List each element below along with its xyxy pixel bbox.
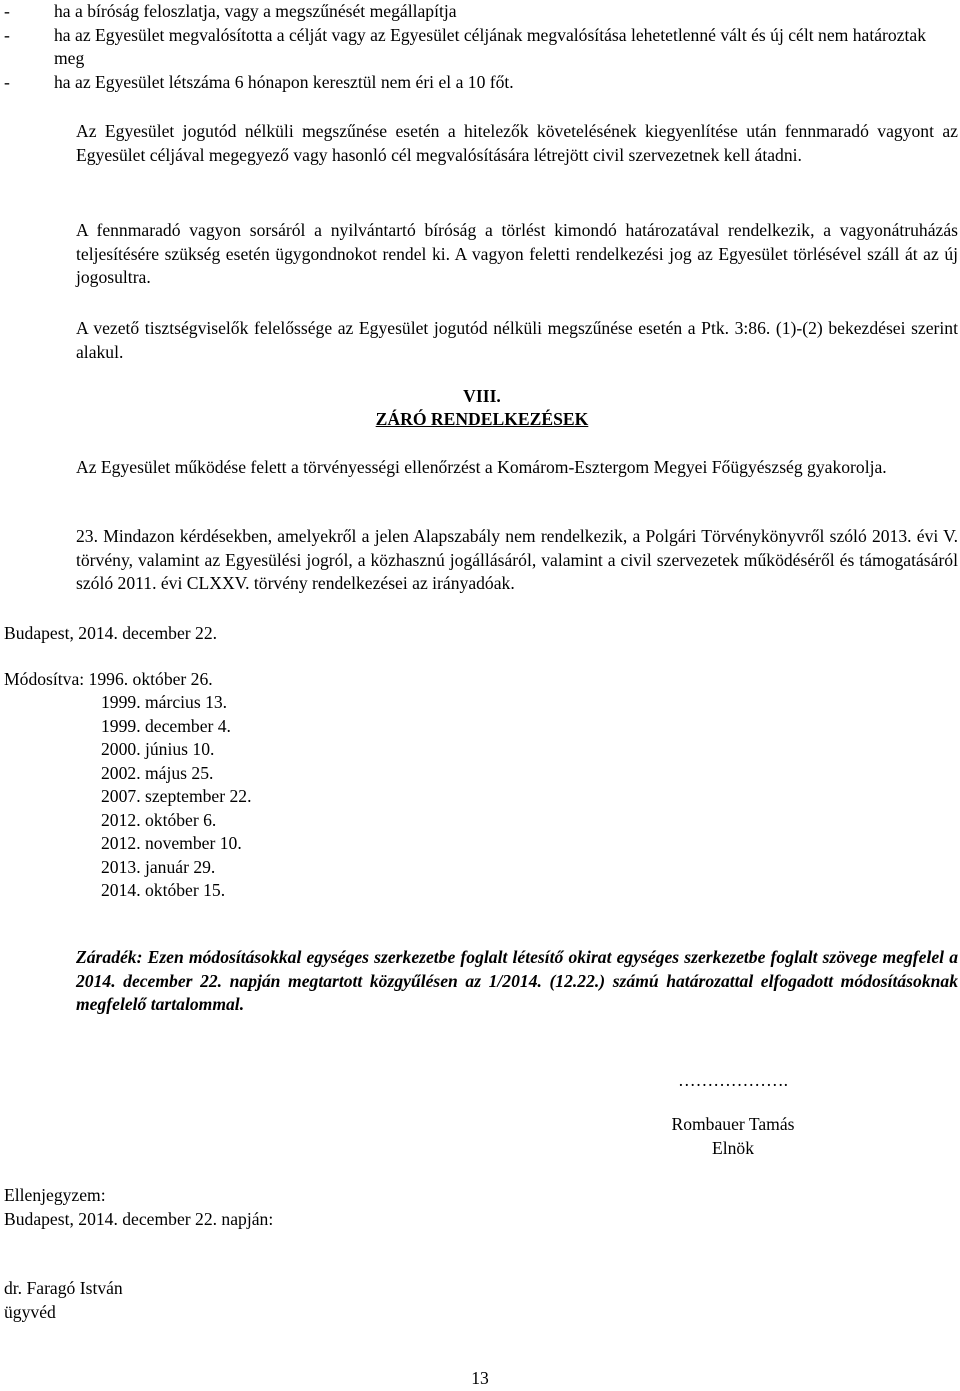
place-date: Budapest, 2014. december 22. [4, 623, 218, 643]
countersign-label: Ellenjegyzem: [4, 1185, 106, 1205]
paragraph-dissolution-assets: Az Egyesület jogutód nélküli megszűnése esetén a hitelezők követelésének kiegyenlítése után fennmaradó vagyont az Egyesület céljával megegyező vagy hasonló cél megvalósítására létrejött civil szervezetnek kell átadni. [76, 121, 958, 165]
bullet-text: ha a bíróság feloszlatja, vagy a megszűnését megállapítja [54, 1, 457, 21]
list-item: 2000. június 10. [101, 739, 215, 759]
list-item: 2007. szeptember 22. [101, 786, 252, 806]
closing-clause: Záradék: Ezen módosításokkal egységes szerkezetbe foglalt létesítő okirat egységes szerkezetbe foglalt szövege megfelel a 2014. december 22. napján megtartott közgyűlésen az 1/2014. (12.22.) számú határozattal elfogadott módosításoknak megfelelő tartalommal. [76, 947, 958, 1014]
section-title [0, 408, 960, 432]
paragraph-asset-fate: A fennmaradó vagyon sorsáról a nyilvántartó bíróság a törlést kimondó határozatával rendelkezik, a vagyonátruházás teljesítésére szükség esetén ügygondnokot rendel ki. A vagyon feletti rendelkezési jog az Egyesület törlésével száll át az új jogosultra. [76, 220, 958, 287]
list-item: - ha az Egyesület megvalósította a célját vagy az Egyesület céljának megvalósítása lehetetlenné vált és új célt nem határoztak meg [0, 24, 960, 71]
bullet-text: ha az Egyesület megvalósította a célját vagy az Egyesület céljának megvalósítása lehetetlenné vált és új célt nem határoztak meg [54, 24, 926, 68]
signature-block [640, 1069, 826, 1093]
list-item: 2012. október 6. [101, 809, 217, 830]
countersign-role: ügyvéd [4, 1302, 56, 1322]
signature-line: ………………. [678, 1070, 788, 1090]
countersign-date: Budapest, 2014. december 22. napján: [4, 1209, 274, 1229]
section-title-text: ZÁRÓ RENDELKEZÉSEK [375, 409, 589, 429]
list-item: 1999. március 13. [101, 692, 228, 712]
modified-label: Módosítva: 1996. október 26. [4, 669, 213, 689]
paragraph-officer-liability: A vezető tisztségviselők felelőssége az Egyesület jogutód nélküli megszűnése esetén a Ptk. 3:86. (1)-(2) bekezdései szerint alakul. [76, 318, 958, 362]
bullet-list [0, 0, 960, 94]
paragraph-supervision: Az Egyesület működése felett a törvényességi ellenőrzést a Komárom-Esztergom Megyei Főügyészség gyakorolja. [76, 457, 887, 477]
paragraph-applicable-law: 23. Mindazon kérdésekben, amelyekről a jelen Alapszabály nem rendelkezik, a Polgári Törvénykönyvről szóló 2013. évi V. törvény, valamint az Egyesülési jogról, a közhasznú jogállásáról, valamint a civil szervezetek működéséről és támogatásáról szóló 2011. évi CLXXV. törvény rendelkezései az irányadóak. [76, 526, 958, 593]
countersign-name: dr. Faragó István [4, 1278, 123, 1298]
page-number: 13 [471, 1368, 489, 1388]
list-item: 2013. január 29. [101, 856, 216, 877]
list-item: 2002. május 25. [101, 762, 214, 783]
signatory-name: Rombauer Tamás [671, 1114, 795, 1134]
modified-dates-list [101, 691, 251, 903]
section-number: VIII. [463, 386, 501, 406]
signatory [640, 1113, 826, 1160]
bullet-text: ha az Egyesület létszáma 6 hónapon keresztül nem éri el a 10 főt. [54, 71, 514, 92]
list-item: - ha az Egyesület létszáma 6 hónapon keresztül nem éri el a 10 főt. [0, 71, 960, 95]
signatory-role: Elnök [711, 1137, 755, 1158]
list-item: 2014. október 15. [101, 880, 226, 900]
list-item: 1999. december 4. [101, 715, 231, 736]
list-item: - ha a bíróság feloszlatja, vagy a megszűnését megállapítja [0, 0, 960, 24]
list-item: 2012. november 10. [101, 833, 242, 853]
